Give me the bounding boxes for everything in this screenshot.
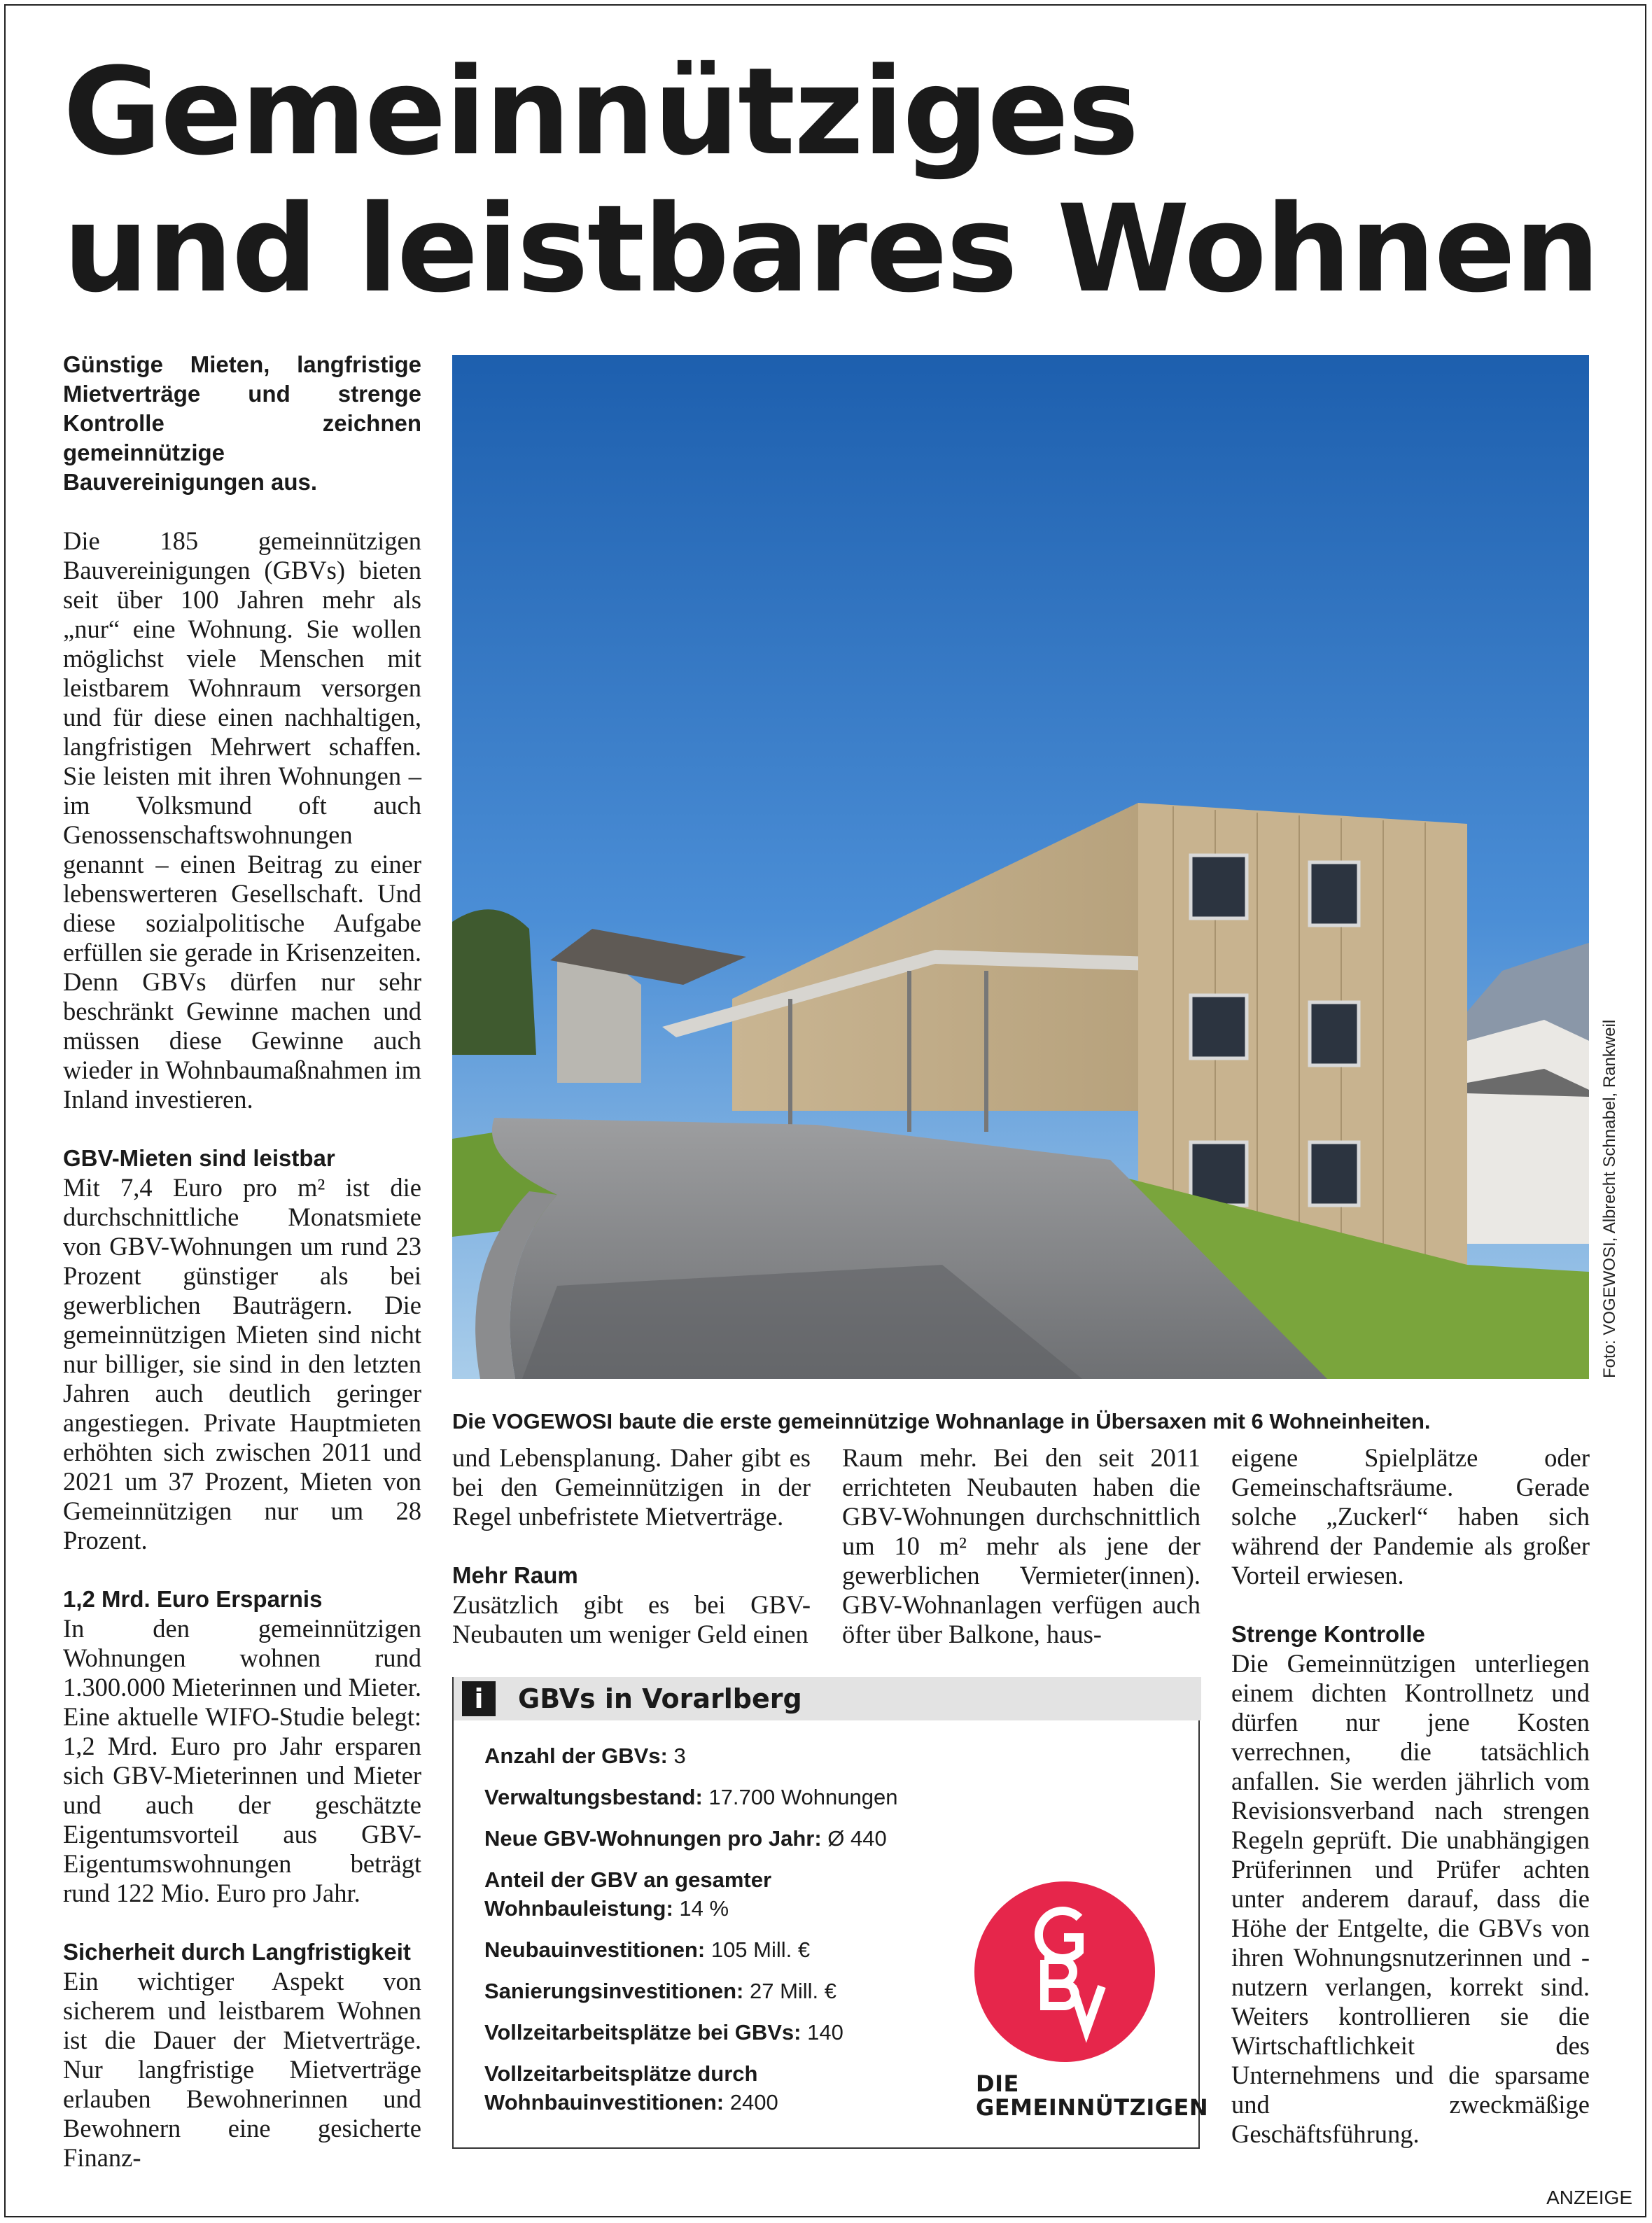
fact-label: Vollzeitarbeitsplätze bei GBVs: — [484, 2020, 802, 2045]
fact-label: Neubauinvestitionen: — [484, 1937, 706, 1962]
body-paragraph-4: Ein wichtiger Aspekt von sicherem und leistbarem Wohnen ist die Dauer der Mietverträge. Nur langfristige Mietverträge erlauben Bewohnerinnen und Bewohnern eine gesicherte Finanz- — [63, 1967, 421, 2172]
column-1 — [63, 350, 421, 2173]
body-paragraph-8: eigene Spielplätze oder Gemeinschaftsräume. Gerade solche „Zuckerl“ haben sich während der Pandemie als großer Vorteil erwiesen. — [1231, 1443, 1590, 1590]
fact-value: 3 — [673, 1744, 686, 1768]
headline — [63, 43, 1603, 318]
gbv-logo-circle — [974, 1881, 1155, 2062]
fact-item — [484, 2018, 932, 2047]
info-facts-list — [484, 1741, 932, 2129]
body-paragraph-1: Die 185 gemeinnützigen Bauvereinigungen (GBVs) bieten seit über 100 Jahren mehr als „nur“ eine Wohnung. Sie wollen möglichst viele Menschen mit leistbarem Wohnraum versorgen und für diese einen nachhaltigen, langfristigen Mehrwert schaffen. Sie leisten mit ihren Wohnungen – im Volksmund oft auch Genossenschaftswohnungen genannt – einen Beitrag zu einer lebenswerteren Gesellschaft. Und diese sozialpolitische Aufgabe erfüllen sie gerade in Krisenzeiten. Denn GBVs dürfen nur sehr beschränkt Gewinne machen und müssen diese Gewinne auch wieder in Wohnbaumaßnahmen im Inland investieren. — [63, 526, 421, 1114]
gbv-logo-mark — [974, 1881, 1155, 2062]
fact-item — [484, 1977, 932, 2005]
subheading-ersparnis: 1,2 Mrd. Euro Ersparnis — [63, 1586, 323, 1612]
ad-label: ANZEIGE — [1546, 2187, 1632, 2208]
fact-item — [484, 1783, 932, 1811]
headline-line-1: Gemeinnütziges — [63, 41, 1138, 182]
column-2 — [452, 1443, 811, 1649]
fact-value: 14 % — [679, 1896, 729, 1921]
fact-item — [484, 2059, 932, 2117]
fact-label: Neue GBV-Wohnungen pro Jahr: — [484, 1826, 822, 1851]
fact-item — [484, 1741, 932, 1770]
fact-item — [484, 1865, 932, 1923]
fact-label: Sanierungsinvestitionen: — [484, 1979, 744, 2003]
body-paragraph-9: Die Gemeinnützigen unterliegen einem dichten Kontrollnetz und dürfen nur jene Kosten verrechnen, die tatsächlich anfallen. Sie werden jährlich vom Revisionsverband nach strengen Regeln geprüft. Die unabhängigen Prüferinnen und Prüfer achten unter anderem darauf, dass die Höhe der Entgelte, die GBVs von ihren Wohnungsnutzerinnen und -nutzern verlangen, korrekt sind. Weiters kontrollieren sie die Wirtschaftlichkeit des Unternehmens und die sparsame und zweckmäßige Geschäftsführung. — [1231, 1649, 1590, 2148]
info-icon: i — [462, 1681, 496, 1716]
column-3 — [842, 1443, 1200, 1649]
fact-value: 27 Mill. € — [749, 1979, 837, 2003]
fact-value: 2400 — [729, 2090, 778, 2115]
info-box-title: GBVs in Vorarlberg — [518, 1683, 802, 1714]
building-photo-illustration — [452, 355, 1589, 1379]
logo-line-1: DIE — [976, 2070, 1019, 2097]
fact-label: Anzahl der GBVs: — [484, 1744, 668, 1768]
fact-value: 17.700 Wohnungen — [708, 1785, 898, 1809]
fact-label: Verwaltungsbestand: — [484, 1785, 703, 1809]
photo-caption: Die VOGEWOSI baute die erste gemeinnützige Wohnanlage in Übersaxen mit 6 Wohneinheiten. — [452, 1409, 1431, 1433]
logo-line-2: GEMEINNÜTZIGEN — [976, 2094, 1209, 2121]
subheading-kontrolle: Strenge Kontrolle — [1231, 1621, 1425, 1647]
fact-value: Ø 440 — [827, 1826, 887, 1851]
body-paragraph-6: Zusätzlich gibt es bei GBV-Neubauten um weniger Geld einen — [452, 1590, 811, 1648]
fact-value: 105 Mill. € — [710, 1937, 811, 1962]
photo-credit-text: Foto: VOGEWOSI, Albrecht Schnabel, Rankweil — [1600, 1019, 1619, 1378]
subheading-sicherheit: Sicherheit durch Langfristigkeit — [63, 1939, 411, 1965]
info-box-header — [454, 1677, 1201, 1720]
body-paragraph-2: Mit 7,4 Euro pro m² ist die durchschnittliche Monatsmiete von GBV-Wohnungen um rund 23 Prozent günstiger als bei gewerblichen Bauträgern. Die gemeinnützigen Mieten sind nicht nur billiger, sie sind in den letzten Jahren auch deutlich geringer angestiegen. Private Hauptmieten erhöhten sich zwischen 2011 und 2021 um 37 Prozent, Mieten von Gemeinnützigen nur um 28 Prozent. — [63, 1173, 421, 1555]
gbv-logo — [952, 1881, 1209, 2121]
body-paragraph-5: und Lebensplanung. Daher gibt es bei den Gemeinnützigen in der Regel unbefristete Mietverträge. — [452, 1443, 811, 1531]
subheading-mieten: GBV-Mieten sind leistbar — [63, 1145, 335, 1171]
info-box — [452, 1677, 1209, 2149]
fact-label: Vollzeitarbeitsplätze durch Wohnbauinvestitionen: — [484, 2061, 758, 2115]
body-paragraph-3: In den gemeinnützigen Wohnungen wohnen rund 1.300.000 Mieterinnen und Mieter. Eine aktuelle WIFO-Studie belegt: 1,2 Mrd. Euro pro Jahr ersparen sich GBV-Mieterinnen und Mieter und auch der geschätzte Eigentumsvorteil aus GBV-Eigentumswohnungen beträgt rund 122 Mio. Euro pro Jahr. — [63, 1614, 421, 1907]
fact-value: 140 — [807, 2020, 844, 2045]
column-4 — [1231, 1443, 1590, 2149]
fact-item — [484, 1824, 932, 1853]
body-paragraph-7: Raum mehr. Bei den seit 2011 errichteten Neubauten haben die GBV-Wohnungen durchschnittlich um 10 m² mehr als jene der gewerblichen Vermieter(innen). GBV-Wohnanlagen verfügen auch öfter über Balkone, haus- — [842, 1443, 1200, 1648]
building-photo — [452, 355, 1589, 1379]
fact-label: Anteil der GBV an gesamter Wohnbauleistung: — [484, 1867, 772, 1921]
fact-item — [484, 1935, 932, 1964]
headline-line-2: und leistbares Wohnen — [63, 178, 1599, 319]
intro-paragraph: Günstige Mieten, langfristige Mietverträge und strenge Kontrolle zeichnen gemeinnützige Bauvereinigungen aus. — [63, 351, 421, 495]
subheading-mehr-raum: Mehr Raum — [452, 1562, 578, 1588]
gbv-logo-wordmark — [976, 2072, 1208, 2119]
